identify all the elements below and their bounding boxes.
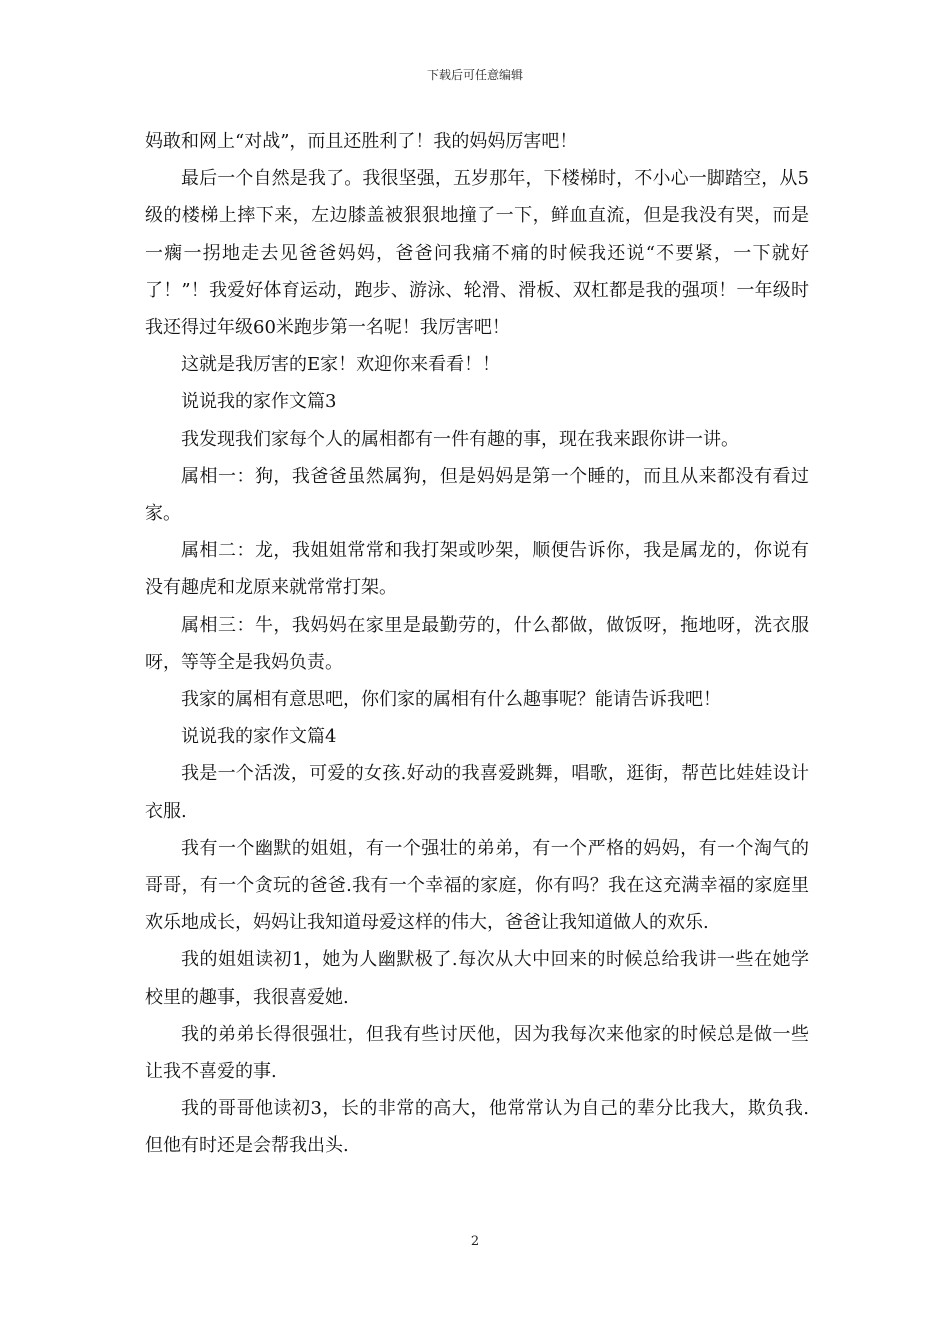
paragraph: 我家的属相有意思吧，你们家的属相有什么趣事呢？能请告诉我吧！ [181,689,721,711]
paragraph: 属相二：龙，我姐姐常常和我打架或吵架，顺便告诉你，我是属龙的，你说有没有趣虎和龙原来就常常打架。 [145,540,809,599]
paragraph: 妈敢和网上“对战”，而且还胜利了！我的妈妈厉害吧！ [145,131,578,152]
section-heading: 说说我的家作文篇4 [181,726,337,748]
body-text [145,123,809,1165]
section-heading: 说说我的家作文篇3 [181,391,337,413]
paragraph: 这就是我厉害的E家！欢迎你来看看！！ [181,354,501,376]
paragraph: 属相一：狗，我爸爸虽然属狗，但是妈妈是第一个睡的，而且从来都没有看过家。 [145,465,809,525]
paragraph: 属相三：牛，我妈妈在家里是最勤劳的，什么都做，做饭呀，拖地呀，洗衣服呀，等等全是我妈负责。 [145,614,809,673]
paragraph: 我的姐姐读初1，她为人幽默极了.每次从大中回来的时候总给我讲一些在她学校里的趣事，我很喜爱她. [145,949,809,1008]
paragraph: 我是一个活泼，可爱的女孩.好动的我喜爱跳舞，唱歌，逛街，帮芭比娃娃设计衣服. [145,763,809,822]
paragraph: 最后一个自然是我了。我很坚强，五岁那年，下楼梯时，不小心一脚踏空，从5级的楼梯上摔下来，左边膝盖被狠狠地撞了一下，鲜血直流，但是我没有哭，而是一瘸一拐地走去见爸爸妈妈，爸爸问我痛不痛的时候我还说“不要紧，一下就好了！”！我爱好体育运动，跑步、游泳、轮滑、滑板、双杠都是我的强项！一年级时我还得过年级60米跑步第一名呢！我厉害吧！ [145,168,809,339]
paragraph: 我的弟弟长得很强壮，但我有些讨厌他，因为我每次来他家的时候总是做一些让我不喜爱的事. [145,1023,809,1083]
paragraph: 我发现我们家每个人的属相都有一件有趣的事，现在我来跟你讲一讲。 [181,428,739,450]
page-number: 2 [470,1234,480,1249]
paragraph: 我的哥哥他读初3，长的非常的高大，他常常认为自己的辈分比我大，欺负我.但他有时还是会帮我出头. [145,1098,809,1157]
page-header: 下载后可任意编辑 [426,68,523,82]
paragraph: 我有一个幽默的姐姐，有一个强壮的弟弟，有一个严格的妈妈，有一个淘气的哥哥，有一个贪玩的爸爸.我有一个幸福的家庭，你有吗？我在这充满幸福的家庭里欢乐地成长，妈妈让我知道母爱这样的伟大，爸爸让我知道做人的欢乐. [145,837,809,934]
